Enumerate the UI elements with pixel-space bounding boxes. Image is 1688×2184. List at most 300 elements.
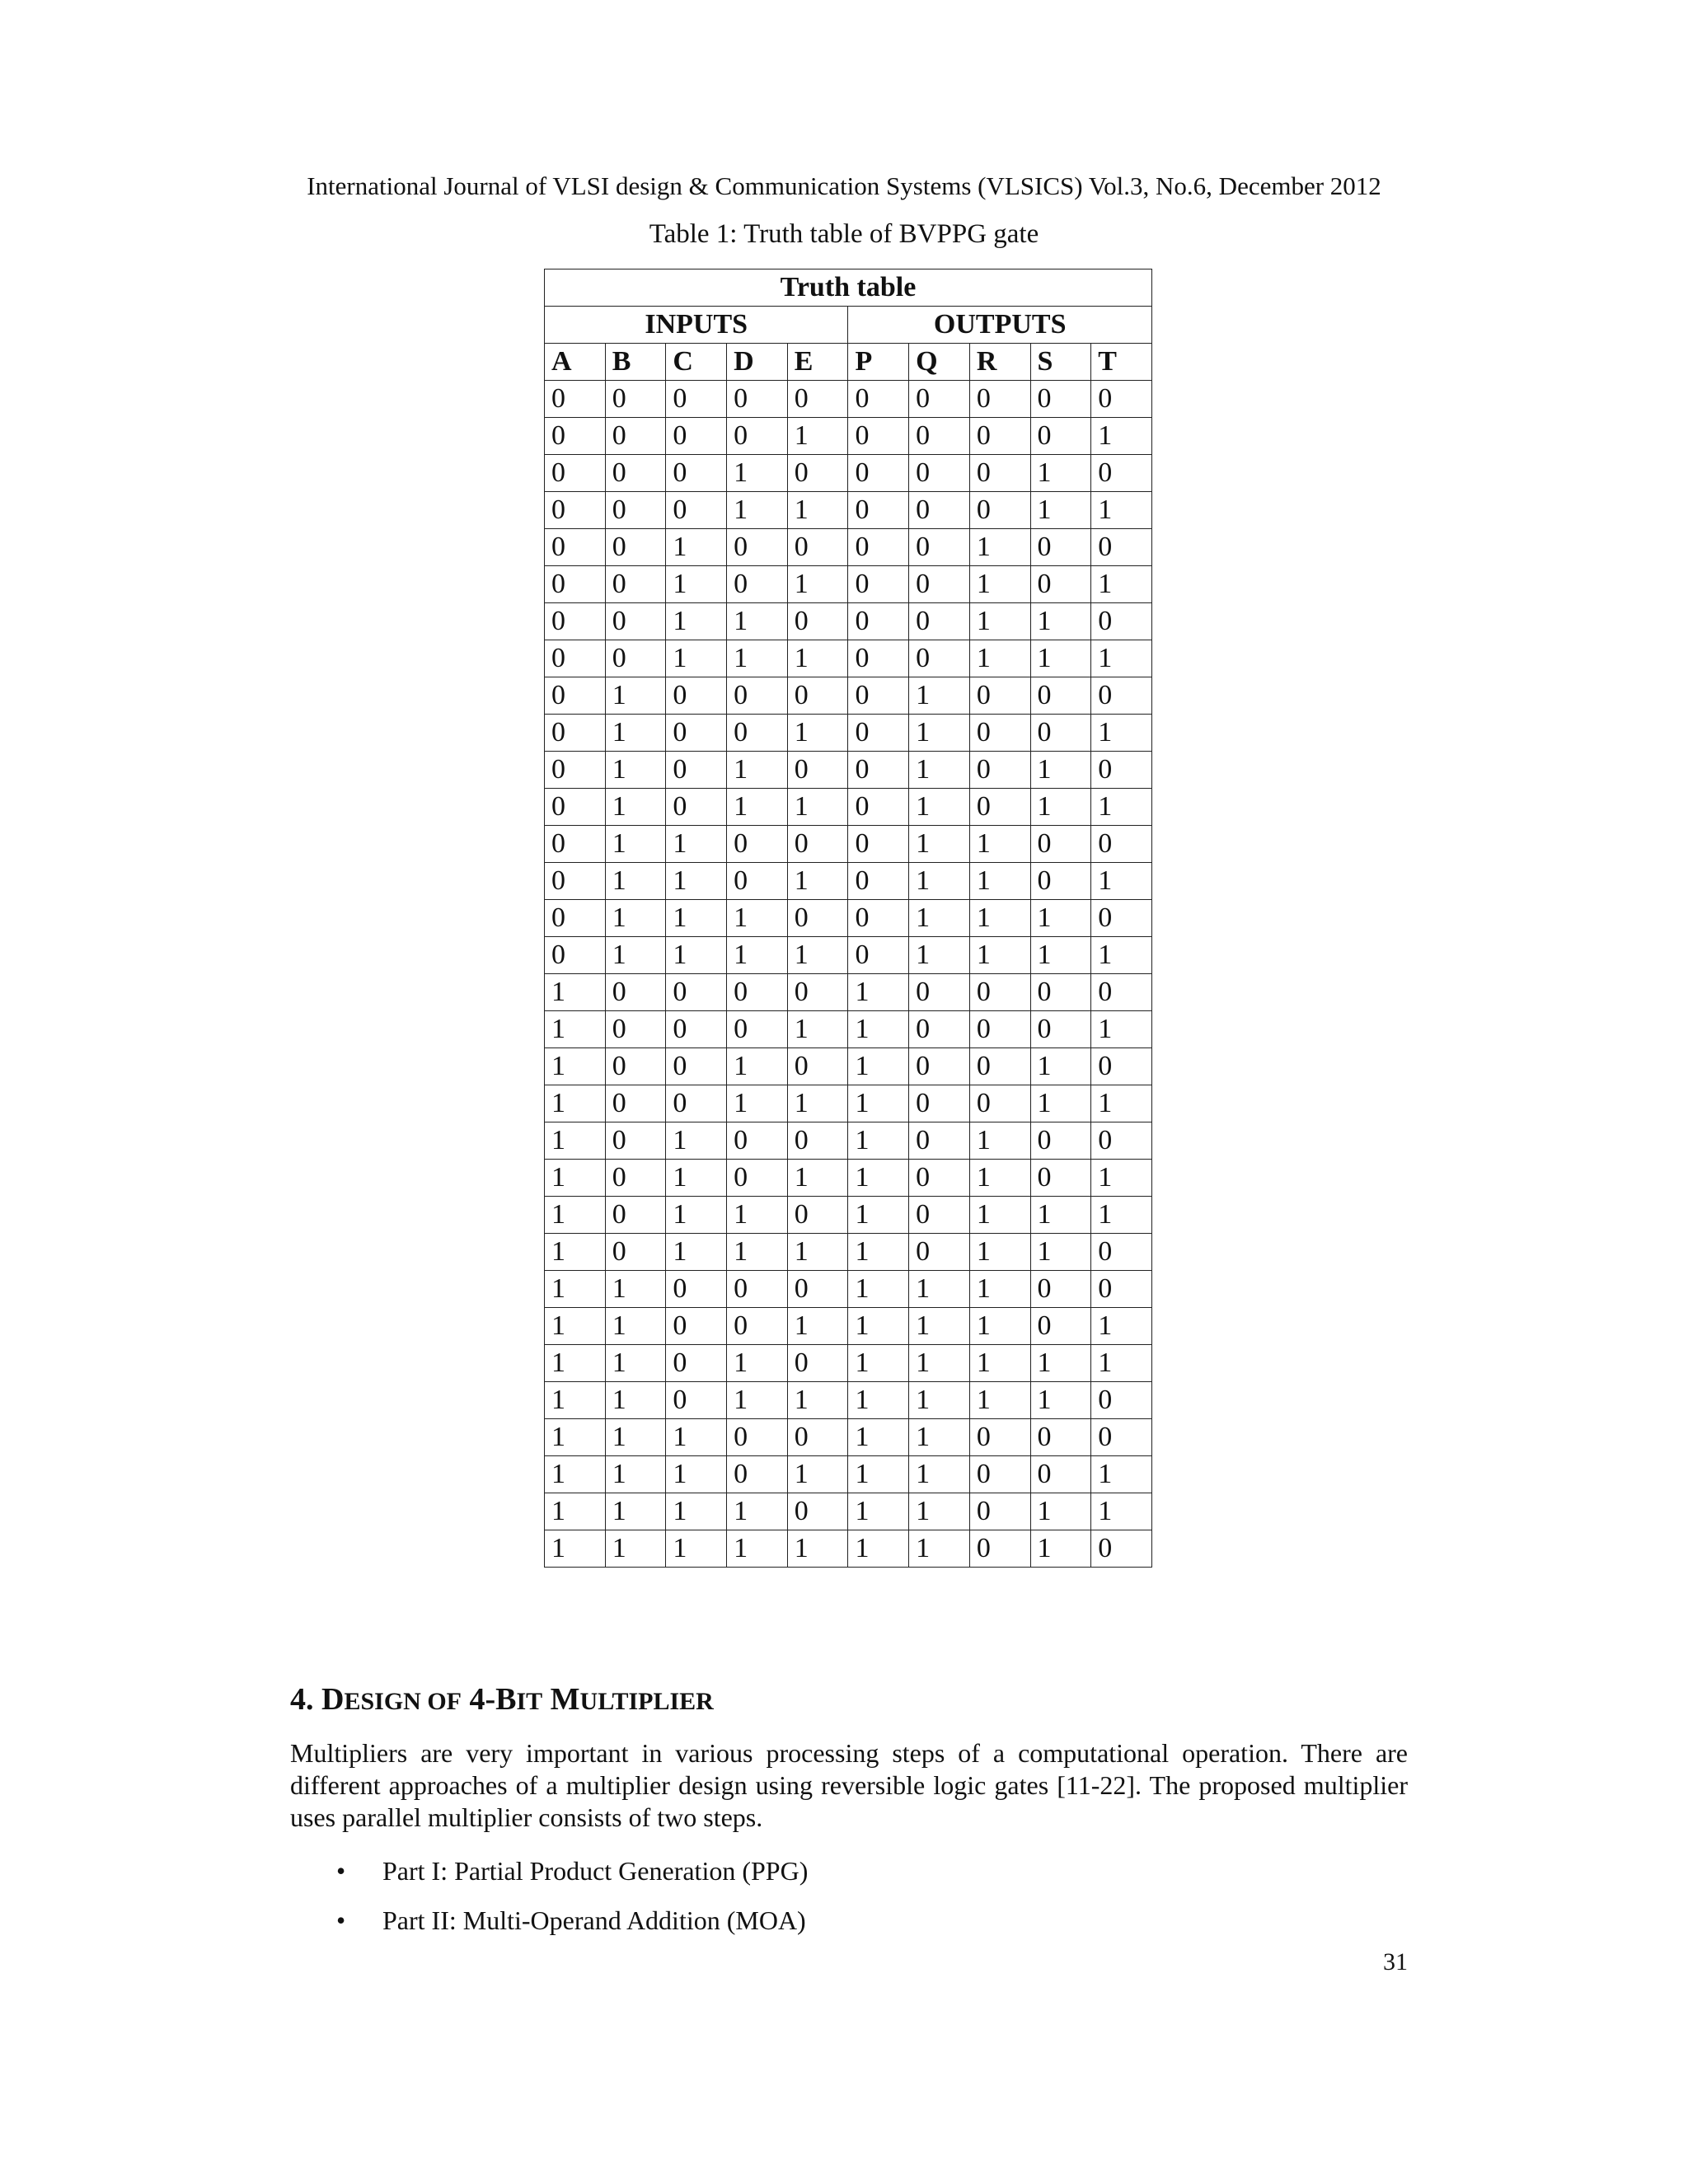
table-cell: 0: [605, 529, 666, 566]
table-cell: 0: [727, 1308, 788, 1345]
table-cell: 1: [909, 1530, 970, 1568]
table-cell: 0: [909, 1048, 970, 1085]
table-cell: 1: [969, 1122, 1030, 1160]
table-cell: 1: [909, 789, 970, 826]
table-cell: 1: [727, 1345, 788, 1382]
table-cell: 0: [909, 974, 970, 1011]
table-cell: 1: [545, 1160, 606, 1197]
column-header-row: [545, 344, 1152, 381]
table-cell: 1: [545, 1048, 606, 1085]
table-cell: 0: [727, 974, 788, 1011]
table-cell: 0: [969, 1493, 1030, 1530]
table-cell: 0: [666, 1011, 727, 1048]
table-cell: 0: [848, 492, 909, 529]
table-cell: 1: [1091, 1011, 1152, 1048]
table-cell: 1: [909, 1308, 970, 1345]
table-cell: 0: [848, 937, 909, 974]
table-cell: 0: [969, 1048, 1030, 1085]
table-cell: 1: [545, 1493, 606, 1530]
table-cell: 1: [727, 1197, 788, 1234]
table-cell: 0: [848, 863, 909, 900]
table-cell: 0: [909, 381, 970, 418]
table-cell: 0: [787, 603, 848, 640]
table-cell: 0: [969, 455, 1030, 492]
table-row: [545, 900, 1152, 937]
table-cell: 0: [727, 418, 788, 455]
table-cell: 1: [848, 1122, 909, 1160]
table-cell: 0: [727, 1419, 788, 1456]
table-cell: 1: [787, 492, 848, 529]
table-row: [545, 826, 1152, 863]
table-cell: 1: [727, 1048, 788, 1085]
table-cell: 1: [969, 900, 1030, 937]
table-cell: 1: [969, 1197, 1030, 1234]
table-cell: 1: [1091, 1456, 1152, 1493]
table-cell: 1: [1091, 1493, 1152, 1530]
table-group-row: [545, 307, 1152, 344]
table-cell: 0: [1030, 1456, 1091, 1493]
table-cell: 1: [545, 1345, 606, 1382]
table-cell: 1: [848, 1048, 909, 1085]
running-header: International Journal of VLSI design & Communication Systems (VLSICS) Vol.3, No.6, December 2012: [307, 171, 1381, 200]
table-cell: 0: [909, 529, 970, 566]
table-cell: 1: [727, 1530, 788, 1568]
table-cell: 0: [545, 381, 606, 418]
table-cell: 0: [545, 863, 606, 900]
table-cell: 1: [605, 826, 666, 863]
table-cell: 0: [545, 529, 606, 566]
table-cell: 0: [787, 1271, 848, 1308]
table-cell: 0: [666, 455, 727, 492]
table-cell: 1: [727, 455, 788, 492]
table-cell: 1: [666, 1530, 727, 1568]
table-cell: 1: [909, 1345, 970, 1382]
table-cell: 1: [848, 1382, 909, 1419]
table-cell: 1: [909, 677, 970, 715]
table-cell: 1: [909, 1382, 970, 1419]
table-cell: 0: [727, 715, 788, 752]
table-row: [545, 789, 1152, 826]
table-row: [545, 1085, 1152, 1122]
table-row: [545, 1419, 1152, 1456]
table-cell: 1: [1030, 937, 1091, 974]
table-cell: 0: [787, 1197, 848, 1234]
table-cell: 0: [545, 455, 606, 492]
table-cell: 0: [1030, 826, 1091, 863]
table-cell: 0: [969, 1456, 1030, 1493]
table-cell: 1: [848, 1530, 909, 1568]
heading-part: IT: [516, 1688, 543, 1715]
table-cell: 1: [605, 900, 666, 937]
table-cell: 1: [727, 603, 788, 640]
table-cell: 1: [1030, 1234, 1091, 1271]
table-cell: 0: [605, 1234, 666, 1271]
table-row: [545, 1308, 1152, 1345]
table-row: [545, 1234, 1152, 1271]
table-cell: 1: [848, 1345, 909, 1382]
list-item-text: Part I: Partial Product Generation (PPG): [382, 1856, 809, 1886]
table-cell: 1: [666, 1419, 727, 1456]
heading-part: ULTIPLIER: [579, 1688, 714, 1715]
table-cell: 0: [1030, 381, 1091, 418]
table-cell: 0: [848, 752, 909, 789]
table-cell: 1: [969, 603, 1030, 640]
table-row: [545, 529, 1152, 566]
table-cell: 0: [605, 418, 666, 455]
table-cell: 0: [666, 1271, 727, 1308]
table-cell: 1: [1030, 1048, 1091, 1085]
table-cell: 1: [1091, 715, 1152, 752]
table-cell: 0: [848, 789, 909, 826]
table-body: [545, 381, 1152, 1568]
table-cell: 1: [545, 1530, 606, 1568]
table-cell: 1: [605, 1530, 666, 1568]
table-cell: 1: [848, 1493, 909, 1530]
table-cell: 1: [787, 1160, 848, 1197]
table-cell: 1: [1030, 603, 1091, 640]
table-cell: 0: [1091, 603, 1152, 640]
table-cell: 0: [1030, 1160, 1091, 1197]
table-cell: 1: [545, 1308, 606, 1345]
table-title-row: [545, 269, 1152, 307]
table-cell: 0: [909, 1085, 970, 1122]
table-cell: 0: [969, 974, 1030, 1011]
table-cell: 0: [605, 455, 666, 492]
table-cell: 1: [605, 789, 666, 826]
table-cell: 0: [605, 974, 666, 1011]
table-cell: 1: [1030, 1530, 1091, 1568]
table-cell: 1: [605, 1345, 666, 1382]
page-number: 31: [1383, 1948, 1408, 1975]
table-cell: 1: [666, 1160, 727, 1197]
table-cell: 1: [909, 826, 970, 863]
table-cell: 1: [666, 566, 727, 603]
table-cell: 1: [909, 1419, 970, 1456]
table-cell: 1: [787, 789, 848, 826]
table-cell: 0: [666, 752, 727, 789]
table-cell: 0: [666, 1308, 727, 1345]
table-row: [545, 752, 1152, 789]
table-cell: 1: [787, 1085, 848, 1122]
table-cell: 0: [727, 1456, 788, 1493]
table-cell: 0: [666, 677, 727, 715]
table-cell: 1: [969, 1308, 1030, 1345]
table-cell: 1: [1091, 418, 1152, 455]
table-cell: 0: [969, 677, 1030, 715]
table-cell: 0: [545, 752, 606, 789]
table-cell: 1: [787, 1308, 848, 1345]
table-cell: 1: [545, 1122, 606, 1160]
table-cell: 0: [545, 640, 606, 677]
table-cell: 0: [605, 381, 666, 418]
table-cell: 0: [1091, 1382, 1152, 1419]
table-cell: 1: [727, 1382, 788, 1419]
table-cell: 0: [909, 455, 970, 492]
table-cell: 0: [1091, 1530, 1152, 1568]
table-cell: 0: [969, 1011, 1030, 1048]
table-cell: 0: [666, 1085, 727, 1122]
bullet-icon: •: [336, 1905, 346, 1935]
list-item: [290, 1846, 1408, 1896]
table-cell: 0: [848, 603, 909, 640]
table-cell: 1: [969, 1160, 1030, 1197]
table-cell: 1: [666, 863, 727, 900]
table-cell: 0: [666, 1345, 727, 1382]
table-row: [545, 1345, 1152, 1382]
table-cell: 0: [727, 381, 788, 418]
table-cell: 0: [969, 1419, 1030, 1456]
heading-part: 4. D: [290, 1682, 345, 1717]
table-cell: 1: [666, 1197, 727, 1234]
table-title: Truth table: [545, 269, 1152, 307]
table-cell: 0: [605, 1160, 666, 1197]
table-cell: 0: [909, 1122, 970, 1160]
column-header: D: [727, 344, 788, 381]
table-cell: 1: [909, 752, 970, 789]
table-cell: 0: [545, 937, 606, 974]
table-cell: 1: [787, 1382, 848, 1419]
table-row: [545, 1382, 1152, 1419]
table-cell: 0: [727, 1160, 788, 1197]
table-row: [545, 640, 1152, 677]
table-cell: 0: [545, 566, 606, 603]
table-cell: 0: [1091, 826, 1152, 863]
truth-table: [544, 269, 1152, 1568]
table-cell: 0: [969, 715, 1030, 752]
table-cell: 1: [666, 1456, 727, 1493]
table-cell: 1: [848, 1271, 909, 1308]
table-cell: 1: [1091, 640, 1152, 677]
table-cell: 1: [969, 826, 1030, 863]
table-cell: 1: [848, 974, 909, 1011]
table-cell: 0: [969, 752, 1030, 789]
table-cell: 0: [727, 529, 788, 566]
table-cell: 1: [727, 789, 788, 826]
table-cell: 1: [969, 1345, 1030, 1382]
table-cell: 1: [787, 863, 848, 900]
table-cell: 0: [545, 900, 606, 937]
table-cell: 1: [787, 566, 848, 603]
table-cell: 1: [787, 715, 848, 752]
table-cell: 0: [909, 566, 970, 603]
table-cell: 0: [1030, 566, 1091, 603]
table-cell: 1: [1030, 1493, 1091, 1530]
table-cell: 1: [1091, 1308, 1152, 1345]
table-cell: 0: [1091, 529, 1152, 566]
table-cell: 1: [1030, 752, 1091, 789]
inputs-header: INPUTS: [545, 307, 848, 344]
table-cell: 0: [909, 1011, 970, 1048]
table-cell: 1: [909, 863, 970, 900]
table-cell: 0: [848, 826, 909, 863]
table-row: [545, 1530, 1152, 1568]
table-cell: 1: [605, 715, 666, 752]
table-cell: 0: [666, 789, 727, 826]
table-cell: 1: [969, 937, 1030, 974]
table-cell: 0: [848, 381, 909, 418]
table-cell: 1: [1030, 1345, 1091, 1382]
table-cell: 0: [848, 900, 909, 937]
table-cell: 0: [666, 715, 727, 752]
table-cell: 0: [1030, 418, 1091, 455]
table-cell: 1: [727, 752, 788, 789]
table-row: [545, 677, 1152, 715]
table-cell: 1: [787, 1456, 848, 1493]
table-cell: 0: [1091, 1048, 1152, 1085]
outputs-header: OUTPUTS: [848, 307, 1152, 344]
table-cell: 0: [1030, 677, 1091, 715]
table-cell: 1: [787, 937, 848, 974]
table-cell: 1: [666, 640, 727, 677]
table-cell: 1: [545, 1456, 606, 1493]
table-cell: 1: [1091, 789, 1152, 826]
column-header: E: [787, 344, 848, 381]
table-cell: 0: [545, 789, 606, 826]
table-cell: 1: [909, 1456, 970, 1493]
table-cell: 1: [909, 900, 970, 937]
table-cell: 1: [1091, 566, 1152, 603]
table-cell: 0: [787, 455, 848, 492]
column-header: C: [666, 344, 727, 381]
table-cell: 1: [848, 1085, 909, 1122]
table-cell: 1: [787, 1011, 848, 1048]
table-cell: 0: [787, 900, 848, 937]
table-row: [545, 566, 1152, 603]
list-item: [290, 1896, 1408, 1945]
table-row: [545, 418, 1152, 455]
column-header: Q: [909, 344, 970, 381]
heading-part: M: [542, 1682, 580, 1717]
table-cell: 1: [605, 677, 666, 715]
table-cell: 1: [605, 752, 666, 789]
table-cell: 0: [605, 1085, 666, 1122]
table-row: [545, 863, 1152, 900]
table-cell: 1: [545, 1419, 606, 1456]
table-cell: 0: [605, 1122, 666, 1160]
table-cell: 1: [605, 863, 666, 900]
table-cell: 0: [969, 418, 1030, 455]
table-cell: 1: [848, 1419, 909, 1456]
table-cell: 0: [1030, 1122, 1091, 1160]
section-heading: [290, 1681, 714, 1718]
table-cell: 0: [1030, 974, 1091, 1011]
table-cell: 0: [787, 1048, 848, 1085]
table-cell: 1: [666, 1493, 727, 1530]
table-cell: 0: [666, 381, 727, 418]
table-cell: 1: [1030, 789, 1091, 826]
table-cell: 1: [969, 1382, 1030, 1419]
table-cell: 0: [545, 715, 606, 752]
table-cell: 0: [1030, 863, 1091, 900]
table-cell: 0: [605, 640, 666, 677]
bullet-list: [290, 1846, 1408, 1945]
table-cell: 0: [605, 566, 666, 603]
table-cell: 0: [1030, 529, 1091, 566]
table-cell: 0: [848, 677, 909, 715]
table-cell: 0: [848, 529, 909, 566]
table-cell: 1: [1091, 1160, 1152, 1197]
table-cell: 0: [1030, 1308, 1091, 1345]
table-row: [545, 1160, 1152, 1197]
table-cell: 1: [545, 974, 606, 1011]
table-cell: 0: [969, 381, 1030, 418]
table-cell: 0: [848, 566, 909, 603]
table-cell: 1: [969, 566, 1030, 603]
table-cell: 1: [787, 640, 848, 677]
table-cell: 0: [605, 1048, 666, 1085]
table-cell: 0: [787, 381, 848, 418]
body-paragraph: Multipliers are very important in various processing steps of a computational operation. There are different approaches of a multiplier design using reversible logic gates [11-22]. The proposed multiplier uses parallel multiplier consists of two steps.: [290, 1738, 1408, 1832]
table-cell: 1: [666, 603, 727, 640]
table-cell: 1: [727, 1234, 788, 1271]
table-cell: 1: [1030, 900, 1091, 937]
table-caption: Table 1: Truth table of BVPPG gate: [649, 219, 1039, 249]
table-cell: 0: [545, 418, 606, 455]
table-cell: 0: [848, 455, 909, 492]
table-cell: 1: [848, 1308, 909, 1345]
table-cell: 1: [909, 1271, 970, 1308]
table-cell: 1: [605, 1308, 666, 1345]
table-row: [545, 492, 1152, 529]
list-item-text: Part II: Multi-Operand Addition (MOA): [382, 1905, 806, 1935]
column-header: T: [1091, 344, 1152, 381]
table-cell: 1: [787, 1530, 848, 1568]
table-cell: 0: [848, 715, 909, 752]
table-row: [545, 715, 1152, 752]
table-cell: 1: [969, 640, 1030, 677]
table-cell: 0: [909, 1197, 970, 1234]
table-cell: 0: [909, 640, 970, 677]
table-cell: 1: [666, 937, 727, 974]
table-cell: 0: [1091, 1234, 1152, 1271]
table-cell: 0: [727, 1122, 788, 1160]
column-header: A: [545, 344, 606, 381]
table-cell: 1: [1030, 455, 1091, 492]
heading-part: ESIGN OF: [344, 1688, 462, 1715]
table-cell: 0: [848, 418, 909, 455]
table-row: [545, 1493, 1152, 1530]
table-cell: 1: [1091, 863, 1152, 900]
table-cell: 0: [1091, 677, 1152, 715]
table-cell: 0: [666, 492, 727, 529]
table-cell: 1: [727, 937, 788, 974]
table-row: [545, 974, 1152, 1011]
table-cell: 0: [545, 826, 606, 863]
table-cell: 0: [666, 1048, 727, 1085]
table-cell: 0: [1091, 381, 1152, 418]
table-cell: 1: [605, 1271, 666, 1308]
table-cell: 0: [909, 1160, 970, 1197]
table-cell: 0: [605, 492, 666, 529]
table-row: [545, 1197, 1152, 1234]
column-header: P: [848, 344, 909, 381]
table-cell: 1: [909, 937, 970, 974]
table-cell: 0: [787, 1493, 848, 1530]
table-cell: 0: [727, 863, 788, 900]
table-cell: 1: [909, 715, 970, 752]
table-cell: 1: [545, 1382, 606, 1419]
table-cell: 0: [1091, 1419, 1152, 1456]
table-cell: 0: [1091, 974, 1152, 1011]
table-cell: 0: [666, 1382, 727, 1419]
table-cell: 1: [1091, 492, 1152, 529]
table-cell: 0: [605, 1011, 666, 1048]
bullet-icon: •: [336, 1856, 346, 1886]
heading-part: 4-B: [461, 1682, 517, 1717]
table-cell: 1: [848, 1160, 909, 1197]
table-cell: 0: [787, 974, 848, 1011]
table-cell: 1: [848, 1197, 909, 1234]
